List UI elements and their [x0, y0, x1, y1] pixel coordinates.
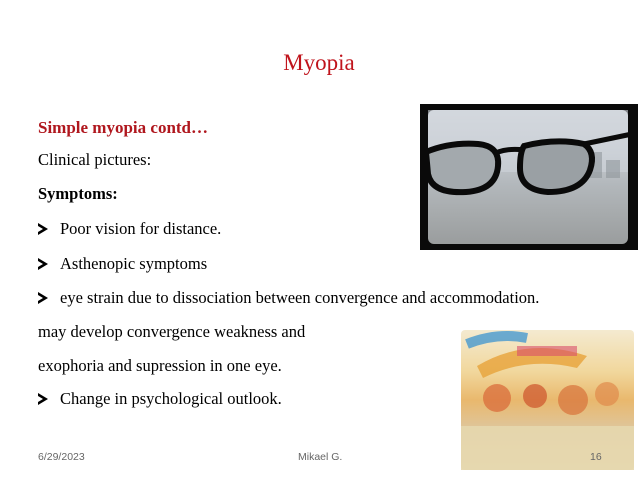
- bullet-text: Poor vision for distance.: [60, 219, 222, 238]
- footer-page-number: 16: [590, 451, 602, 463]
- bullet-text: eye strain due to dissociation between convergence and accommodation.: [60, 288, 540, 307]
- footer-date: 6/29/2023: [38, 451, 85, 463]
- symptoms-heading: Symptoms:: [38, 184, 118, 203]
- bullet-poor-vision: [38, 219, 221, 239]
- bullet-text: Asthenopic symptoms: [60, 254, 208, 273]
- bullet-asthenopic: [38, 254, 207, 274]
- exophoria-line: exophoria and supression in one eye.: [38, 356, 282, 375]
- bullet-psychological: [38, 389, 282, 409]
- slide-subtitle: Simple myopia contd…: [38, 118, 209, 137]
- beach-photo: [457, 326, 638, 474]
- slide-title: Myopia: [283, 50, 355, 75]
- bullet-eye-strain: [38, 288, 539, 308]
- arrow-bullet-icon: [38, 223, 48, 235]
- arrow-bullet-icon: [38, 292, 48, 304]
- glasses-photo: [420, 104, 638, 250]
- convergence-line: may develop convergence weakness and: [38, 322, 306, 341]
- bullet-text: Change in psychological outlook.: [60, 389, 282, 408]
- glasses-illustration: [420, 104, 638, 250]
- clinical-pictures-line: Clinical pictures:: [38, 150, 152, 169]
- beach-illustration: [457, 326, 638, 474]
- footer-author: Mikael G.: [298, 451, 343, 463]
- arrow-bullet-icon: [38, 393, 48, 405]
- arrow-bullet-icon: [38, 258, 48, 270]
